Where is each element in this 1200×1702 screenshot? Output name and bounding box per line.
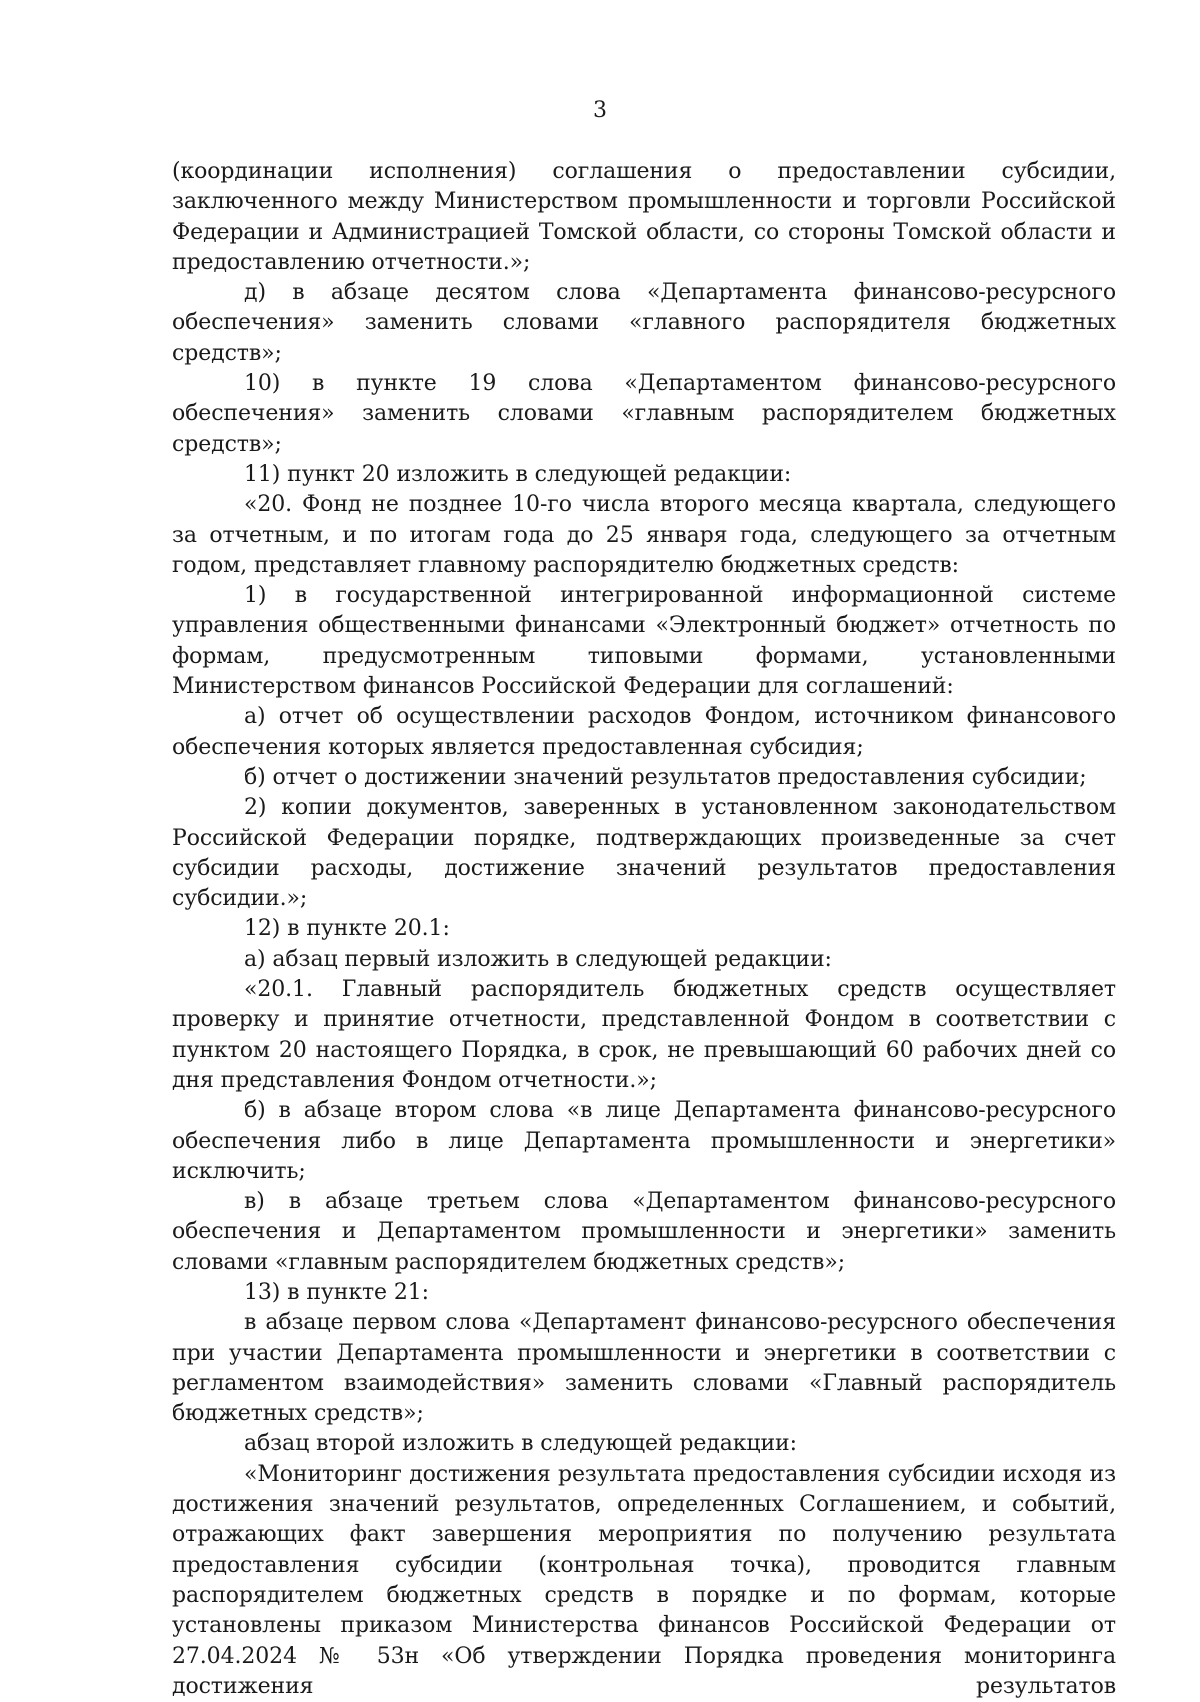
paragraph-item-12-v: в) в абзаце третьем слова «Департаментом финансово-ресурсного обеспечения и Департаментом промышленности и энергетики» заменить словами «главным распорядителем бюджетных средств»; [172, 1189, 1116, 1275]
paragraph-item-13-first: в абзаце первом слова «Департамент финансово-ресурсного обеспечения при участии Департамента промышленности и энергетики в соответствии с регламентом взаимодействия» заменить словами «Главный распорядитель бюджетных средств»; [172, 1310, 1116, 1427]
paragraph-item-d: д) в абзаце десятом слова «Департамента финансово-ресурсного обеспечения» заменить словами «главного распорядителя бюджетных средств»; [172, 280, 1116, 366]
paragraph-subitem-2: 2) копии документов, заверенных в установленном законодательством Российской Федерации порядке, подтверждающих произведенные за счет субсидии расходы, достижение значений результатов предоставления субсидии.»; [172, 795, 1116, 912]
paragraph-subitem-1: 1) в государственной интегрированной информационной системе управления общественными финансами «Электронный бюджет» отчетность по формам, предусмотренным типовыми формами, установленными Министерством финансов Российской Федерации для соглашений: [172, 583, 1116, 700]
page-number: 3 [593, 98, 607, 123]
document-body [172, 157, 1116, 1702]
paragraph-item-12-a: а) абзац первый изложить в следующей редакции: [244, 946, 832, 972]
paragraph-item-12: 12) в пункте 20.1: [244, 916, 450, 942]
paragraph-continuation: (координации исполнения) соглашения о предоставлении субсидии, заключенного между Министерством промышленности и торговли Российской Федерации и Администрацией Томской области, со стороны Томской области и предоставлению отчетности.»; [172, 159, 1116, 275]
paragraph-item-12-b: б) в абзаце втором слова «в лице Департамента финансово-ресурсного обеспечения либо в лице Департамента промышленности и энергетики» исключить; [172, 1098, 1116, 1184]
paragraph-subitem-a: а) отчет об осуществлении расходов Фондом, источником финансового обеспечения которых является предоставленная субсидия; [172, 704, 1116, 760]
paragraph-subitem-b: б) отчет о достижении значений результатов предоставления субсидии; [244, 764, 1087, 790]
paragraph-item-13-second: абзац второй изложить в следующей редакции: [244, 1431, 797, 1457]
paragraph-item-11: 11) пункт 20 изложить в следующей редакции: [244, 461, 792, 487]
paragraph-item-13: 13) в пункте 21: [244, 1279, 429, 1305]
paragraph-point-20: «20. Фонд не позднее 10-го числа второго месяца квартала, следующего за отчетным, и по итогам года до 25 января года, следующего за отчетным годом, представляет главному распорядителю бюджетных средств: [172, 492, 1116, 578]
paragraph-point-20-1: «20.1. Главный распорядитель бюджетных средств осуществляет проверку и принятие отчетности, представленной Фондом в соответствии с пунктом 20 настоящего Порядка, в срок, не превышающий 60 рабочих дней со дня представления Фондом отчетности.»; [172, 977, 1116, 1093]
paragraph-monitoring: «Мониторинг достижения результата предоставления субсидии исходя из достижения значений результатов, определенных Соглашением, и событий, отражающих факт завершения мероприятия по получению результата предоставления субсидии (контрольная точка), проводится главным распорядителем бюджетных средств в порядке и по формам, которые установлены приказом Министерства финансов Российской Федерации от 27.04.2024 № 53н «Об утверждении Порядка проведения мониторинга достижения результатов [172, 1461, 1116, 1699]
paragraph-item-10: 10) в пункте 19 слова «Департаментом финансово-ресурсного обеспечения» заменить словами «главным распорядителем бюджетных средств»; [172, 371, 1116, 457]
